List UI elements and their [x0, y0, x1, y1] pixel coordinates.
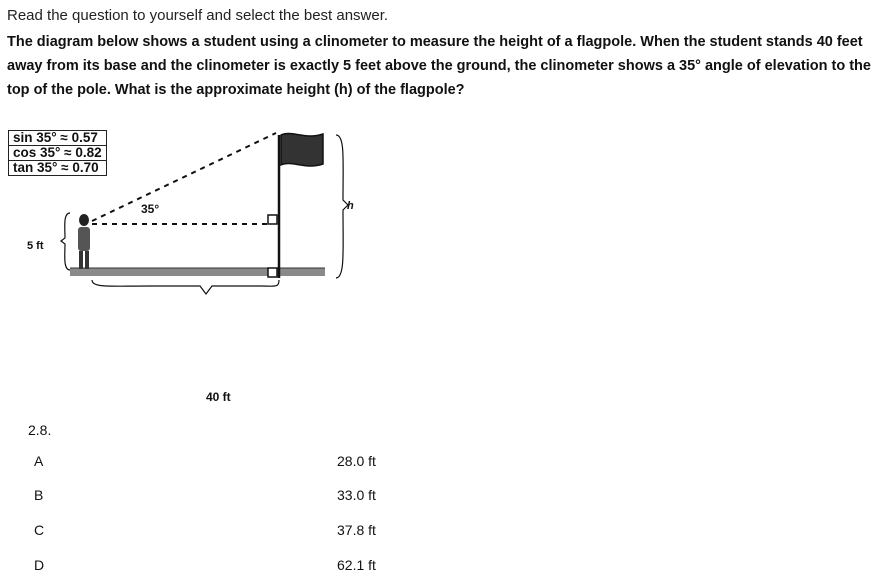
student-height-brace: [61, 213, 70, 270]
option-d-text[interactable]: 62.1 ft: [337, 557, 376, 573]
elevation-sightline: [92, 133, 276, 221]
height-label: h: [347, 200, 354, 212]
option-d-letter[interactable]: D: [34, 557, 45, 573]
clinometer-diagram: [0, 120, 874, 420]
right-angle-marker-bottom: [268, 268, 277, 277]
option-b-text[interactable]: 33.0 ft: [337, 487, 376, 503]
trig-cos: cos 35° ≈ 0.82: [9, 146, 106, 161]
student-height-label: 5 ft: [27, 240, 44, 252]
question-text: The diagram below shows a student using a clinometer to measure the height of a flagpole. When the student stands 40 feet away from its base and the clinometer is exactly 5 feet above the ground, the clinometer shows a 35° angle of elevation to the top of the pole. What is the approximate height (h) of the flagpole?: [7, 34, 871, 98]
question-number: 2.8.: [28, 422, 52, 438]
option-a-text[interactable]: 28.0 ft: [337, 453, 376, 469]
option-c-letter[interactable]: C: [34, 522, 45, 538]
trig-values-box: [8, 130, 107, 176]
distance-brace: [92, 280, 279, 294]
student-figure: [78, 214, 90, 269]
instructions-text: Read the question to yourself and select the best answer.: [7, 7, 389, 24]
distance-label: 40 ft: [206, 390, 231, 404]
right-angle-marker-top: [268, 215, 277, 224]
option-b-letter[interactable]: B: [34, 487, 44, 503]
option-a-letter[interactable]: A: [34, 453, 44, 469]
angle-label: 35°: [141, 202, 160, 216]
trig-sin: sin 35° ≈ 0.57: [9, 131, 106, 146]
flag: [281, 134, 323, 166]
option-c-text[interactable]: 37.8 ft: [337, 522, 376, 538]
trig-tan: tan 35° ≈ 0.70: [13, 160, 99, 175]
ground: [70, 268, 325, 276]
